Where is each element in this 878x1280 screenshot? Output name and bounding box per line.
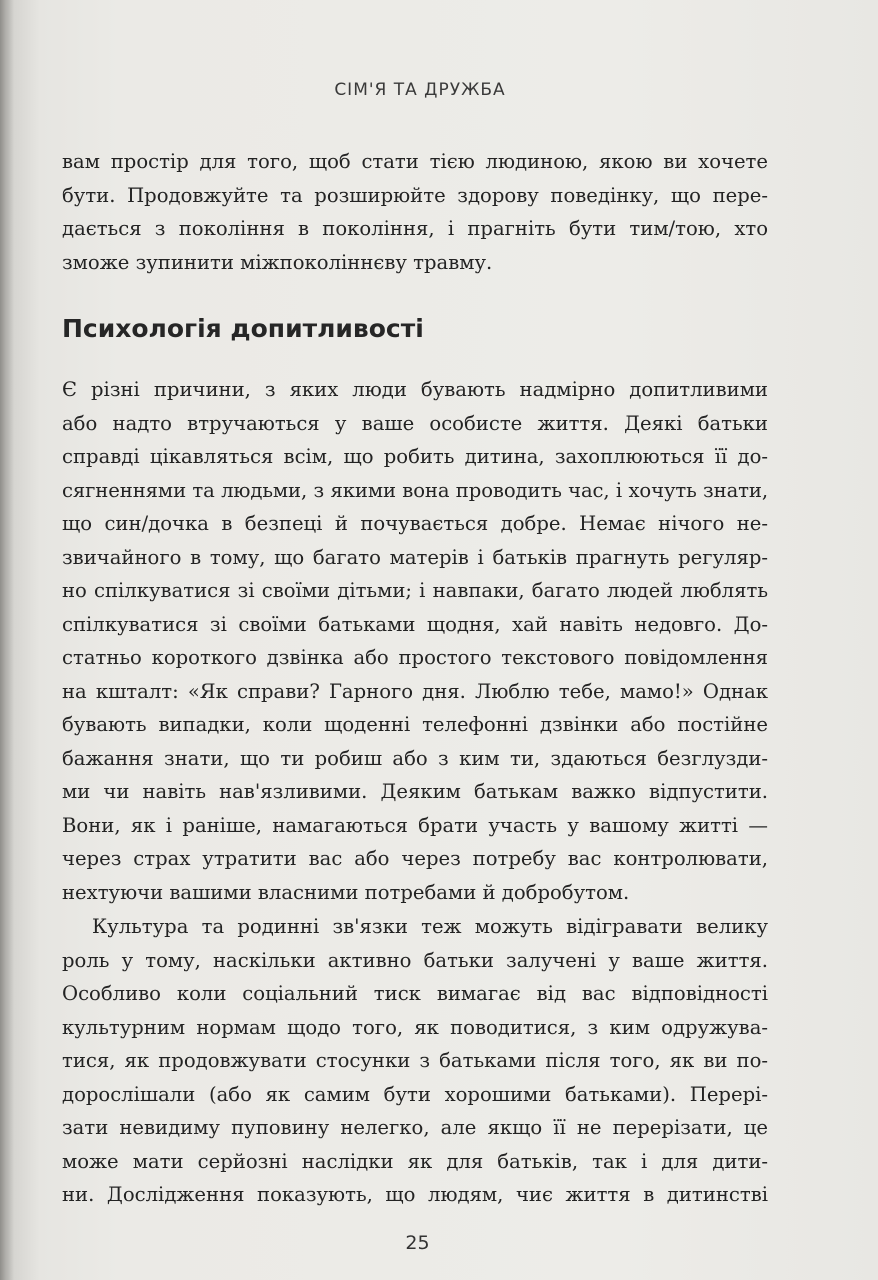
text-line: спілкуватися зі своїми батьками щодня, хай навіть недовго. До- <box>62 612 768 636</box>
text-line: Вони, як і раніше, намагаються брати участь у вашому житті — <box>62 813 768 837</box>
text-line: дається з покоління в покоління, і прагніть бути тим/тою, хто <box>62 217 768 240</box>
text-line: но спілкуватися зі своїми дітьми; і навпаки, багато людей люблять <box>62 579 768 602</box>
running-head: СІМ'Я ТА ДРУЖБА <box>334 80 506 100</box>
text-line: сягненнями та людьми, з якими вона проводить час, і хочуть знати, <box>62 478 768 502</box>
text-line: зможе зупинити міжпоколіннєву травму. <box>62 250 493 274</box>
paragraph-2 <box>62 373 768 909</box>
text-line: бувають випадки, коли щоденні телефонні дзвінки або постійне <box>62 713 768 736</box>
text-line: на кшталт: «Як справи? Гарного дня. Люблю тебе, мамо!» Однак <box>62 679 768 703</box>
text-line: ми чи навіть нав'язливими. Деяким батькам важко відпустити. <box>62 780 768 803</box>
text-line: звичайного в тому, що багато матерів і батьків прагнуть регуляр- <box>62 545 768 569</box>
text-line: Особливо коли соціальний тиск вимагає від вас відповідності <box>62 982 768 1005</box>
text-line: через страх утратити вас або через потребу вас контролювати, <box>62 847 768 870</box>
page-gutter-shadow <box>0 0 14 1280</box>
text-line: або надто втручаються у ваше особисте життя. Деякі батьки <box>62 411 768 435</box>
text-line: дорослішали (або як самим бути хорошими батьками). Перері- <box>62 1082 768 1106</box>
text-line: тися, як продовжувати стосунки з батьками після того, як ви по- <box>62 1049 768 1072</box>
text-line: Культура та родинні зв'язки теж можуть відігравати велику <box>92 915 768 938</box>
text-line: Є різні причини, з яких люди бувають надмірно допитливими <box>62 378 768 401</box>
text-line: вам простір для того, щоб стати тією людиною, якою ви хочете <box>62 150 768 173</box>
paragraph-1 <box>62 145 768 279</box>
text-line: справді цікавляться всім, що робить дитина, захоплюються її до- <box>62 445 768 468</box>
text-line: нехтуючи вашими власними потребами й добробутом. <box>62 880 630 904</box>
text-line: роль у тому, наскільки активно батьки залучені у ваше життя. <box>62 948 768 972</box>
text-line: бажання знати, що ти робиш або з ким ти, здаються безглузди- <box>62 746 768 770</box>
text-line: зати невидиму пуповину нелегко, але якщо її не перерізати, це <box>62 1116 768 1139</box>
text-line: бути. Продовжуйте та розширюйте здорову поведінку, що пере- <box>62 183 768 207</box>
page-number: 25 <box>405 1232 430 1254</box>
text-line: статньо короткого дзвінка або простого текстового повідомлення <box>62 646 768 669</box>
text-line: ни. Дослідження показують, що людям, чиє життя в дитинстві <box>62 1183 768 1206</box>
text-line: що син/дочка в безпеці й почувається добре. Немає нічого не- <box>62 512 768 535</box>
text-line: може мати серйозні наслідки як для батьків, так і для дити- <box>62 1149 768 1173</box>
section-heading: Психологія допитливості <box>62 314 424 343</box>
text-line: культурним нормам щодо того, як поводитися, з ким одружува- <box>62 1015 768 1039</box>
paragraph-3 <box>62 910 768 1212</box>
